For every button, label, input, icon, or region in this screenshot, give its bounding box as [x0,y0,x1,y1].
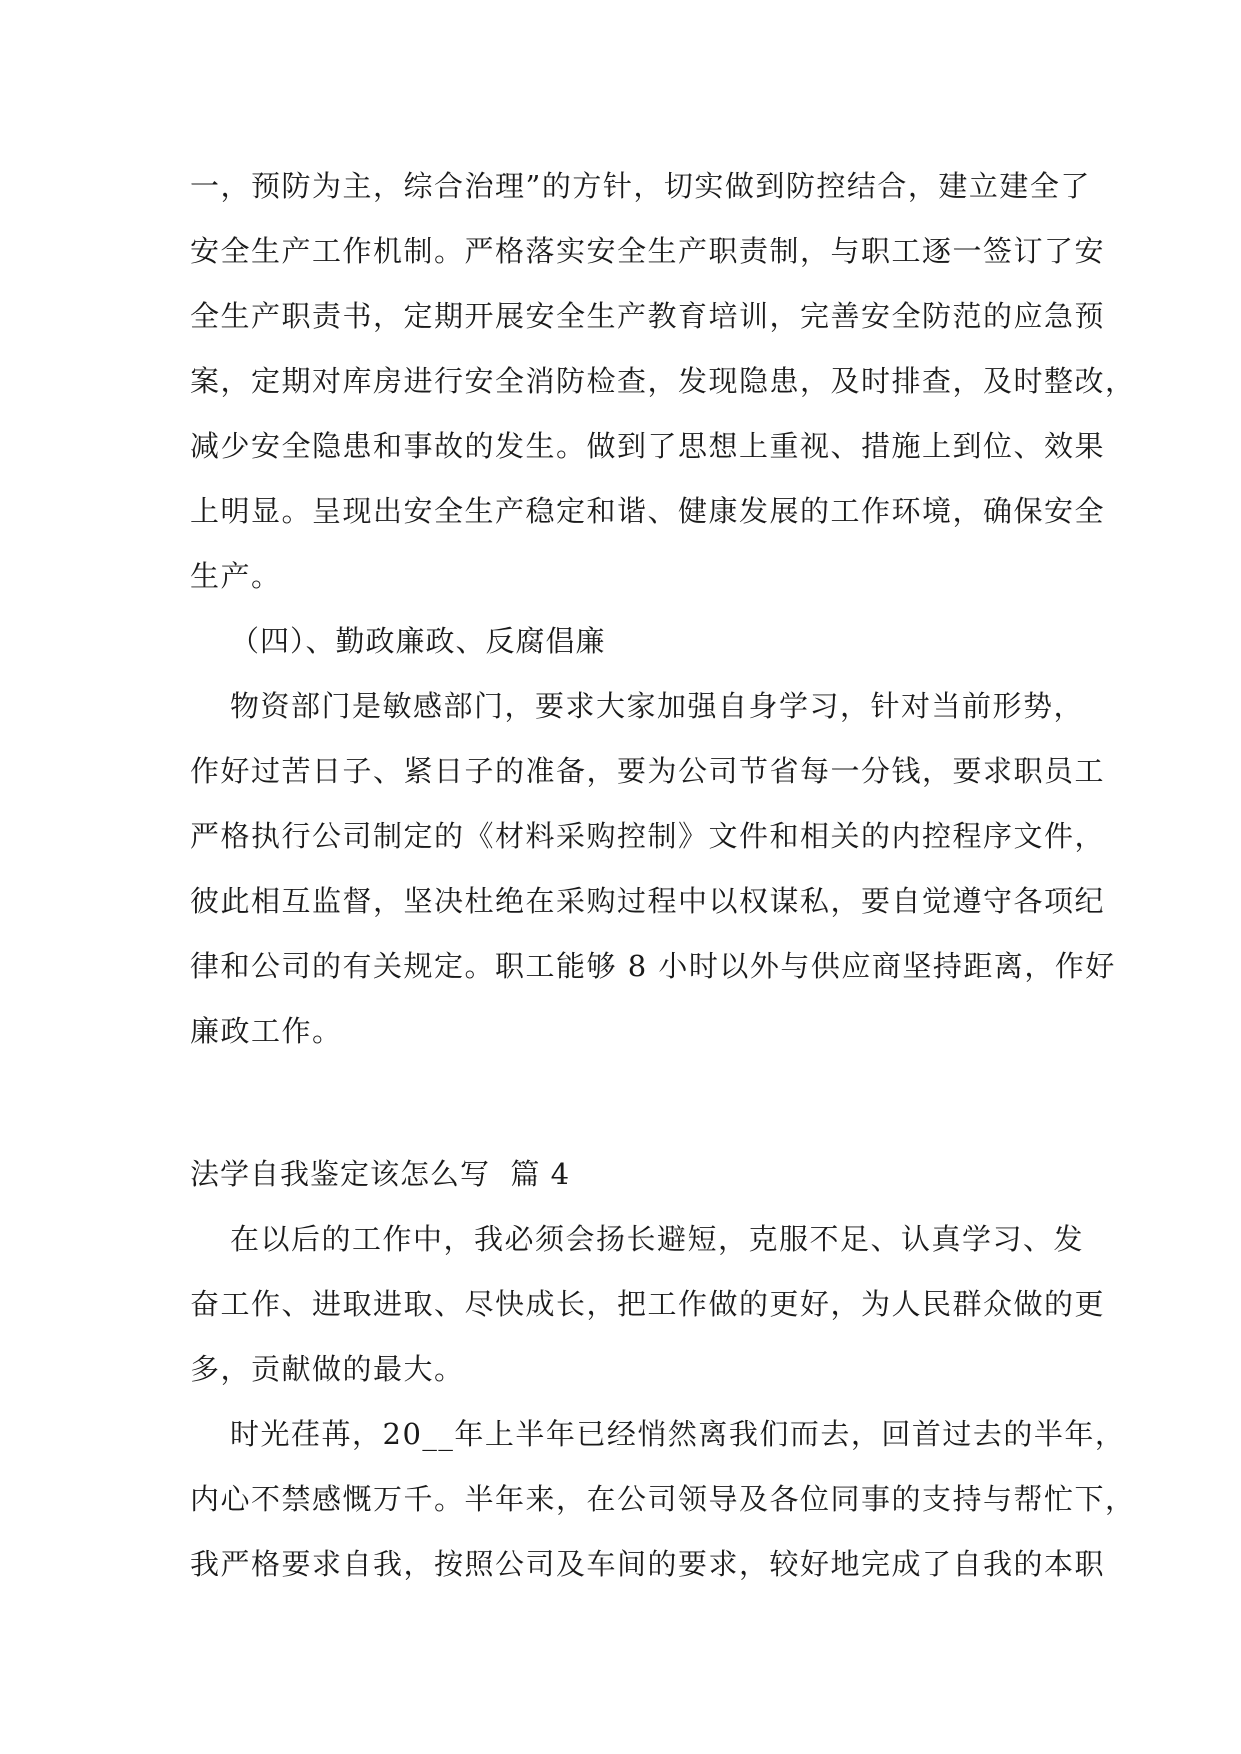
text-line: 严格执行公司制定的《材料采购控制》文件和相关的内控程序文件， [190,819,1106,853]
text-line: 安全生产工作机制。严格落实安全生产职责制，与职工逐一签订了安 [190,234,1106,268]
text-line: 多，贡献做的最大。 [190,1352,465,1386]
text-line: 减少安全隐患和事故的发生。做到了思想上重视、措施上到位、效果 [190,429,1106,463]
text-line: 奋工作、进取进取、尽快成长，把工作做的更好，为人民群众做的更 [190,1287,1106,1321]
text-line: 廉政工作。 [190,1014,343,1048]
subheading-integrity: （四）、勤政廉政、反腐倡廉 [230,624,606,658]
text-line: 生产。 [190,559,282,593]
text-line: 作好过苦日子、紧日子的准备，要为公司节省每一分钱，要求职员工 [190,754,1106,788]
text-line: 物资部门是敏感部门，要求大家加强自身学习，针对当前形势， [230,689,1085,723]
text-line: 彼此相互监督，坚决杜绝在采购过程中以权谋私，要自觉遵守各项纪 [190,884,1106,918]
text-line: 案，定期对库房进行安全消防检查，发现隐患，及时排查，及时整改， [190,364,1136,398]
text-line: 全生产职责书，定期开展安全生产教育培训，完善安全防范的应急预 [190,299,1106,333]
text-line: 我严格要求自我，按照公司及车间的要求，较好地完成了自我的本职 [190,1547,1106,1581]
section-title: 法学自我鉴定该怎么写 篇 4 [190,1157,571,1191]
paragraph-future-work [190,1207,1106,1402]
section-spacer [190,1064,1050,1142]
text-line: 律和公司的有关规定。职工能够 8 小时以外与供应商坚持距离，作好 [190,949,1116,983]
text-line: 上明显。呈现出安全生产稳定和谐、健康发展的工作环境，确保安全 [190,494,1106,528]
paragraph-half-year-review [190,1402,1136,1597]
document-body [190,154,1136,1597]
text-line: 一，预防为主，综合治理”的方针，切实做到防控结合，建立建全了 [190,169,1091,203]
text-line: 内心不禁感慨万千。半年来，在公司领导及各位同事的支持与帮忙下， [190,1482,1136,1516]
paragraph-integrity [190,674,1116,1064]
text-line: 在以后的工作中，我必须会扬长避短，克服不足、认真学习、发 [230,1222,1085,1256]
text-line: 时光荏苒，20__年上半年已经悄然离我们而去，回首过去的半年， [230,1417,1126,1451]
paragraph-safety-production [190,154,1136,609]
